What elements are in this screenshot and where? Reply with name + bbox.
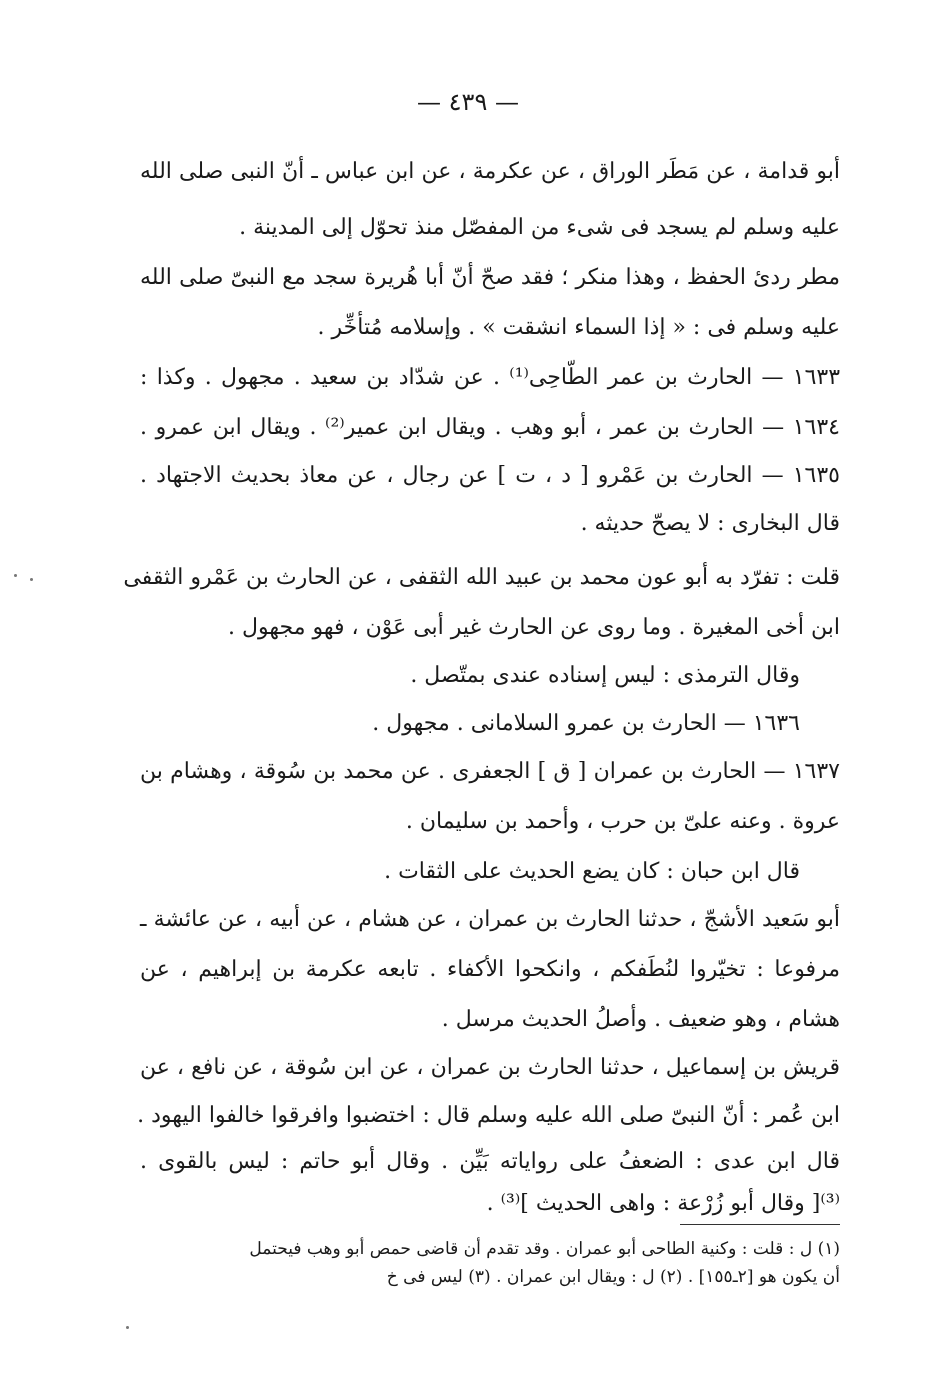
text-line-15: قال ابن حبان : كان يضع الحديث على الثقات . — [384, 859, 800, 884]
scan-speck — [14, 574, 17, 577]
footnote-divider — [680, 1224, 840, 1225]
text-line-9: قلت : تفرّد به أبو عون محمد بن عبيد الله الثقفى ، عن الحارث بن عَمْرو الثقفى — [123, 565, 840, 590]
scan-speck — [30, 578, 33, 581]
text-line-22: ⁽³⁾[ وقال أبو زُرْعة : واهى الحديث ]⁽³⁾ . — [486, 1191, 840, 1216]
entry-1635: ١٦٣٥ — الحارث بن عَمْرو [ د ، ت ] عن رجال ، عن معاذ بحديث الاجتهاد . — [140, 463, 840, 488]
text-line-3: مطر ردئ الحفظ ، وهذا منكر ؛ فقد صحّ أنّ أبا هُريرة سجد مع النبىّ صلى الله — [140, 265, 840, 290]
footnote-line-2: أن يكون هو [٢ـ١٥٥] . (٢) ل : ويقال ابن عمران . (٣) ليس فى خ — [386, 1267, 840, 1287]
entry-1637: ١٦٣٧ — الحارث بن عمران [ ق ] الجعفرى . عن محمد بن سُوقة ، وهشام بن — [140, 759, 840, 784]
text-line-19: قريش بن إسماعيل ، حدثنا الحارث بن عمران ، عن ابن سُوقة ، عن نافع ، عن — [140, 1055, 840, 1080]
text-line-18: هشام ، وهو ضعيف . وأصلُ الحديث مرسل . — [441, 1007, 840, 1032]
text-line-4: عليه وسلم فى : « إذا السماء انشقت » . وإسلامه مُتأخِّر . — [317, 315, 840, 340]
text-line-14: عروة . وعنه علىّ بن حرب ، وأحمد بن سليمان . — [405, 809, 840, 834]
text-line-20: ابن عُمر : أنّ النبىّ صلى الله عليه وسلم قال : اختضبوا وافرقوا خالفوا اليهود . — [137, 1103, 840, 1128]
scan-speck — [126, 1326, 129, 1329]
text-line-10: ابن أخى المغيرة . وما روى عن الحارث غير أبى عَوْن ، فهو مجهول . — [228, 615, 840, 640]
text-line-21: قال ابن عدى : الضعفُ على رواياته بَيِّن . وقال أبو حاتم : ليس بالقوى . — [140, 1149, 840, 1174]
text-line-11: وقال الترمذى : ليس إسناده عندى بمتّصل . — [410, 663, 800, 688]
page-number: — ٤٣٩ — — [417, 88, 519, 116]
text-line-2: عليه وسلم لم يسجد فى شىء من المفصّل منذ تحوّل إلى المدينة . — [239, 215, 840, 240]
text-line-1: أبو قدامة ، عن مَطَر الوراق ، عن عكرمة ، عن ابن عباس ـ أنّ النبى صلى الله — [140, 159, 840, 184]
entry-1634: ١٦٣٤ — الحارث بن عمر ، أبو وهب . ويقال ابن عمير⁽²⁾ . ويقال ابن عمرو . — [140, 415, 840, 440]
entry-1633: ١٦٣٣ — الحارث بن عمر الطّاحِى⁽¹⁾ . عن شدّاد بن سعيد . مجهول . وكذا : — [140, 365, 841, 390]
text-line-8: قال البخارى : لا يصحّ حديثه . — [580, 511, 840, 536]
entry-1636: ١٦٣٦ — الحارث بن عمرو السلامانى . مجهول . — [372, 711, 800, 736]
text-line-16: أبو سَعيد الأشجّ ، حدثنا الحارث بن عمران ، عن هشام ، عن أبيه ، عن عائشة ـ — [140, 907, 840, 932]
footnote-line-1: (١) ل : قلت : وكنية الطاحى أبو عمران . وقد تقدم أن قاضى حمص أبو وهب فيحتمل — [249, 1239, 840, 1259]
text-line-17: مرفوعا : تخيّروا لنُطَفكم ، وانكحوا الأكفاء . تابعه عكرمة بن إبراهيم ، عن — [140, 957, 840, 982]
